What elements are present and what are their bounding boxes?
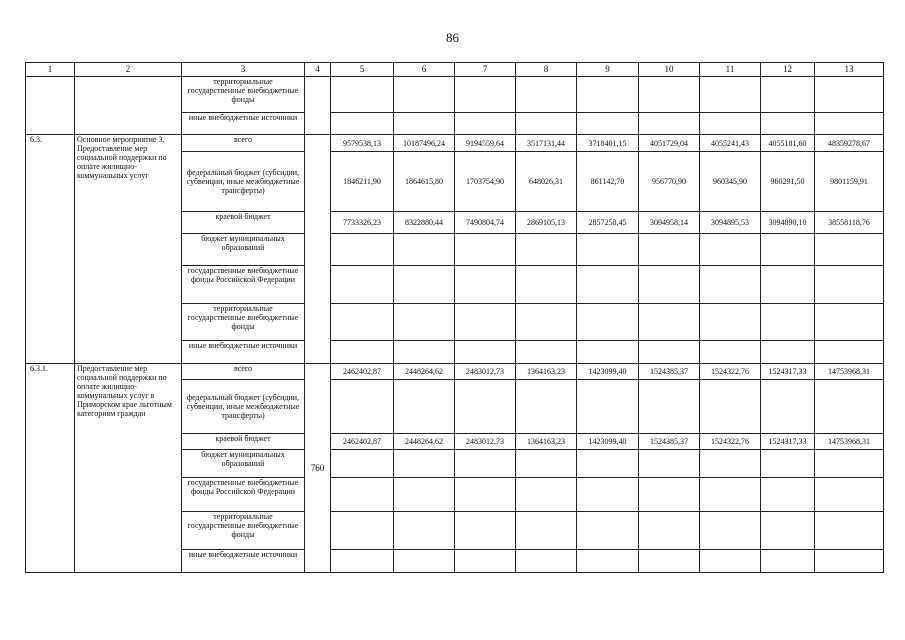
value-cell <box>455 341 516 364</box>
value-cell <box>331 450 394 478</box>
value-cell <box>577 266 639 304</box>
value-cell <box>516 450 577 478</box>
value-cell: 7490804,74 <box>455 212 516 234</box>
value-cell <box>761 304 815 341</box>
value-cell <box>455 266 516 304</box>
row-index: 6.3.1. <box>26 364 75 573</box>
value-cell: 1423099,40 <box>577 364 639 380</box>
page-number: 86 <box>446 30 459 45</box>
value-cell: 3517131,44 <box>516 135 577 152</box>
value-cell <box>761 550 815 573</box>
table-row <box>26 364 884 380</box>
value-cell <box>815 512 884 550</box>
value-cell: 7733326,23 <box>331 212 394 234</box>
funding-source: федеральный бюджет (субсидии, субвенции, иные межбюджетные трансферты) <box>182 152 305 212</box>
value-cell <box>394 341 455 364</box>
value-cell <box>639 113 700 135</box>
column-header: 11 <box>700 63 761 77</box>
value-cell <box>700 450 761 478</box>
code-cell <box>305 135 331 364</box>
value-cell: 3718401,15 <box>577 135 639 152</box>
column-header: 7 <box>455 63 516 77</box>
funding-source: бюджет муниципальных образований <box>182 234 305 266</box>
table-row <box>26 135 884 152</box>
value-cell: 9194559,64 <box>455 135 516 152</box>
value-cell <box>577 304 639 341</box>
value-cell: 1524317,33 <box>761 434 815 450</box>
program-code: 760 <box>305 364 331 573</box>
value-cell: 960345,90 <box>700 152 761 212</box>
value-cell: 2483012,73 <box>455 364 516 380</box>
value-cell <box>639 550 700 573</box>
funding-source: территориальные государственные внебюджетные фонды <box>182 304 305 341</box>
funding-source: бюджет муниципальных образований <box>182 450 305 478</box>
value-cell: 861142,70 <box>577 152 639 212</box>
code-cell <box>305 77 331 135</box>
value-cell <box>516 380 577 434</box>
value-cell <box>455 113 516 135</box>
column-header: 13 <box>815 63 884 77</box>
value-cell: 2448264,62 <box>394 364 455 380</box>
value-cell <box>700 266 761 304</box>
value-cell <box>455 77 516 113</box>
value-cell <box>639 266 700 304</box>
value-cell: 9579538,13 <box>331 135 394 152</box>
value-cell <box>815 550 884 573</box>
value-cell: 2448264,62 <box>394 434 455 450</box>
value-cell: 1864615,80 <box>394 152 455 212</box>
value-cell: 1524322,76 <box>700 434 761 450</box>
column-header: 3 <box>182 63 305 77</box>
value-cell <box>639 512 700 550</box>
value-cell <box>516 234 577 266</box>
value-cell <box>761 478 815 512</box>
value-cell: 1846211,90 <box>331 152 394 212</box>
column-header: 6 <box>394 63 455 77</box>
value-cell: 960291,50 <box>761 152 815 212</box>
funding-source: федеральный бюджет (субсидии, субвенции, иные межбюджетные трансферты) <box>182 380 305 434</box>
column-header: 10 <box>639 63 700 77</box>
value-cell <box>700 512 761 550</box>
value-cell: 1364163,23 <box>516 364 577 380</box>
value-cell: 1703754,90 <box>455 152 516 212</box>
row-index: 6.3. <box>26 135 75 364</box>
value-cell <box>516 266 577 304</box>
funding-source: территориальные государственные внебюджетные фонды <box>182 77 305 113</box>
value-cell <box>700 77 761 113</box>
value-cell <box>331 304 394 341</box>
funding-source: государственные внебюджетные фонды Российской Федерации <box>182 266 305 304</box>
value-cell <box>577 380 639 434</box>
value-cell <box>394 512 455 550</box>
value-cell: 8322880,44 <box>394 212 455 234</box>
value-cell <box>455 234 516 266</box>
funding-source: краевой бюджет <box>182 212 305 234</box>
column-header: 2 <box>75 63 182 77</box>
value-cell <box>761 113 815 135</box>
value-cell <box>577 341 639 364</box>
column-header: 1 <box>26 63 75 77</box>
column-header: 8 <box>516 63 577 77</box>
value-cell <box>761 234 815 266</box>
value-cell <box>639 450 700 478</box>
value-cell <box>516 77 577 113</box>
value-cell <box>700 478 761 512</box>
value-cell <box>516 512 577 550</box>
row-title: Предоставление мер социальной поддержки по оплате жилищно-коммунальных услуг в Приморском крае льготным категориям граждан <box>75 364 182 573</box>
value-cell <box>331 234 394 266</box>
value-cell <box>639 341 700 364</box>
value-cell <box>455 478 516 512</box>
budget-table <box>25 62 884 573</box>
value-cell <box>516 113 577 135</box>
value-cell <box>639 234 700 266</box>
value-cell <box>394 550 455 573</box>
value-cell <box>577 450 639 478</box>
value-cell: 14753968,31 <box>815 364 884 380</box>
value-cell <box>331 478 394 512</box>
value-cell <box>331 266 394 304</box>
value-cell: 14753968,31 <box>815 434 884 450</box>
value-cell <box>761 450 815 478</box>
value-cell <box>394 450 455 478</box>
value-cell: 2869105,13 <box>516 212 577 234</box>
value-cell: 4055181,60 <box>761 135 815 152</box>
value-cell <box>331 77 394 113</box>
funding-source: иные внебюджетные источники <box>182 113 305 135</box>
funding-source: всего <box>182 135 305 152</box>
value-cell: 3094958,14 <box>639 212 700 234</box>
value-cell <box>815 380 884 434</box>
value-cell <box>815 450 884 478</box>
value-cell <box>394 77 455 113</box>
row-title: Основное мероприятие 3. Предоставление мер социальной поддержки по оплате жилищно-коммунальных услуг <box>75 135 182 364</box>
value-cell <box>577 512 639 550</box>
funding-source: иные внебюджетные источники <box>182 550 305 573</box>
value-cell <box>394 478 455 512</box>
funding-source: всего <box>182 364 305 380</box>
value-cell <box>394 266 455 304</box>
value-cell <box>700 550 761 573</box>
value-cell: 2462402,87 <box>331 434 394 450</box>
value-cell <box>700 341 761 364</box>
value-cell <box>761 77 815 113</box>
value-cell: 3094895,53 <box>700 212 761 234</box>
value-cell: 648026,31 <box>516 152 577 212</box>
value-cell <box>577 77 639 113</box>
value-cell: 4051729,04 <box>639 135 700 152</box>
value-cell <box>639 304 700 341</box>
column-header: 9 <box>577 63 639 77</box>
funding-source: государственные внебюджетные фонды Российской Федерации <box>182 478 305 512</box>
value-cell <box>700 234 761 266</box>
value-cell: 48359278,67 <box>815 135 884 152</box>
value-cell <box>516 341 577 364</box>
value-cell: 2483012,73 <box>455 434 516 450</box>
value-cell <box>761 512 815 550</box>
value-cell <box>394 113 455 135</box>
value-cell <box>577 113 639 135</box>
funding-source: иные внебюджетные источники <box>182 341 305 364</box>
value-cell <box>455 304 516 341</box>
value-cell: 1524385,37 <box>639 434 700 450</box>
value-cell <box>516 304 577 341</box>
value-cell <box>331 113 394 135</box>
value-cell: 1524385,37 <box>639 364 700 380</box>
value-cell: 1524322,76 <box>700 364 761 380</box>
value-cell: 38558118,76 <box>815 212 884 234</box>
value-cell <box>815 266 884 304</box>
value-cell: 1524317,33 <box>761 364 815 380</box>
value-cell: 10187496,24 <box>394 135 455 152</box>
value-cell <box>331 341 394 364</box>
column-header: 5 <box>331 63 394 77</box>
value-cell <box>815 341 884 364</box>
value-cell <box>577 478 639 512</box>
value-cell <box>331 380 394 434</box>
value-cell: 4055241,43 <box>700 135 761 152</box>
value-cell <box>455 380 516 434</box>
value-cell <box>577 550 639 573</box>
value-cell <box>815 113 884 135</box>
table-row <box>26 77 884 113</box>
value-cell <box>815 304 884 341</box>
value-cell <box>761 266 815 304</box>
column-header-row <box>26 63 884 77</box>
value-cell <box>394 234 455 266</box>
value-cell <box>761 380 815 434</box>
value-cell <box>700 304 761 341</box>
value-cell <box>639 380 700 434</box>
value-cell <box>639 478 700 512</box>
column-header: 12 <box>761 63 815 77</box>
value-cell <box>394 380 455 434</box>
value-cell <box>455 550 516 573</box>
value-cell: 2462402,87 <box>331 364 394 380</box>
value-cell <box>331 512 394 550</box>
value-cell <box>815 234 884 266</box>
value-cell <box>761 341 815 364</box>
value-cell <box>331 550 394 573</box>
row-index <box>26 77 75 135</box>
value-cell <box>516 550 577 573</box>
value-cell: 1364163,23 <box>516 434 577 450</box>
value-cell <box>516 478 577 512</box>
row-title <box>75 77 182 135</box>
value-cell <box>577 234 639 266</box>
value-cell <box>639 77 700 113</box>
funding-source: территориальные государственные внебюджетные фонды <box>182 512 305 550</box>
value-cell <box>394 304 455 341</box>
value-cell: 3094890,10 <box>761 212 815 234</box>
funding-source: краевой бюджет <box>182 434 305 450</box>
value-cell <box>700 113 761 135</box>
value-cell <box>455 512 516 550</box>
column-header: 4 <box>305 63 331 77</box>
value-cell: 2857258,45 <box>577 212 639 234</box>
value-cell <box>700 380 761 434</box>
value-cell: 956770,90 <box>639 152 700 212</box>
value-cell: 1423099,40 <box>577 434 639 450</box>
value-cell: 9801159,91 <box>815 152 884 212</box>
value-cell <box>455 450 516 478</box>
value-cell <box>815 77 884 113</box>
value-cell <box>815 478 884 512</box>
